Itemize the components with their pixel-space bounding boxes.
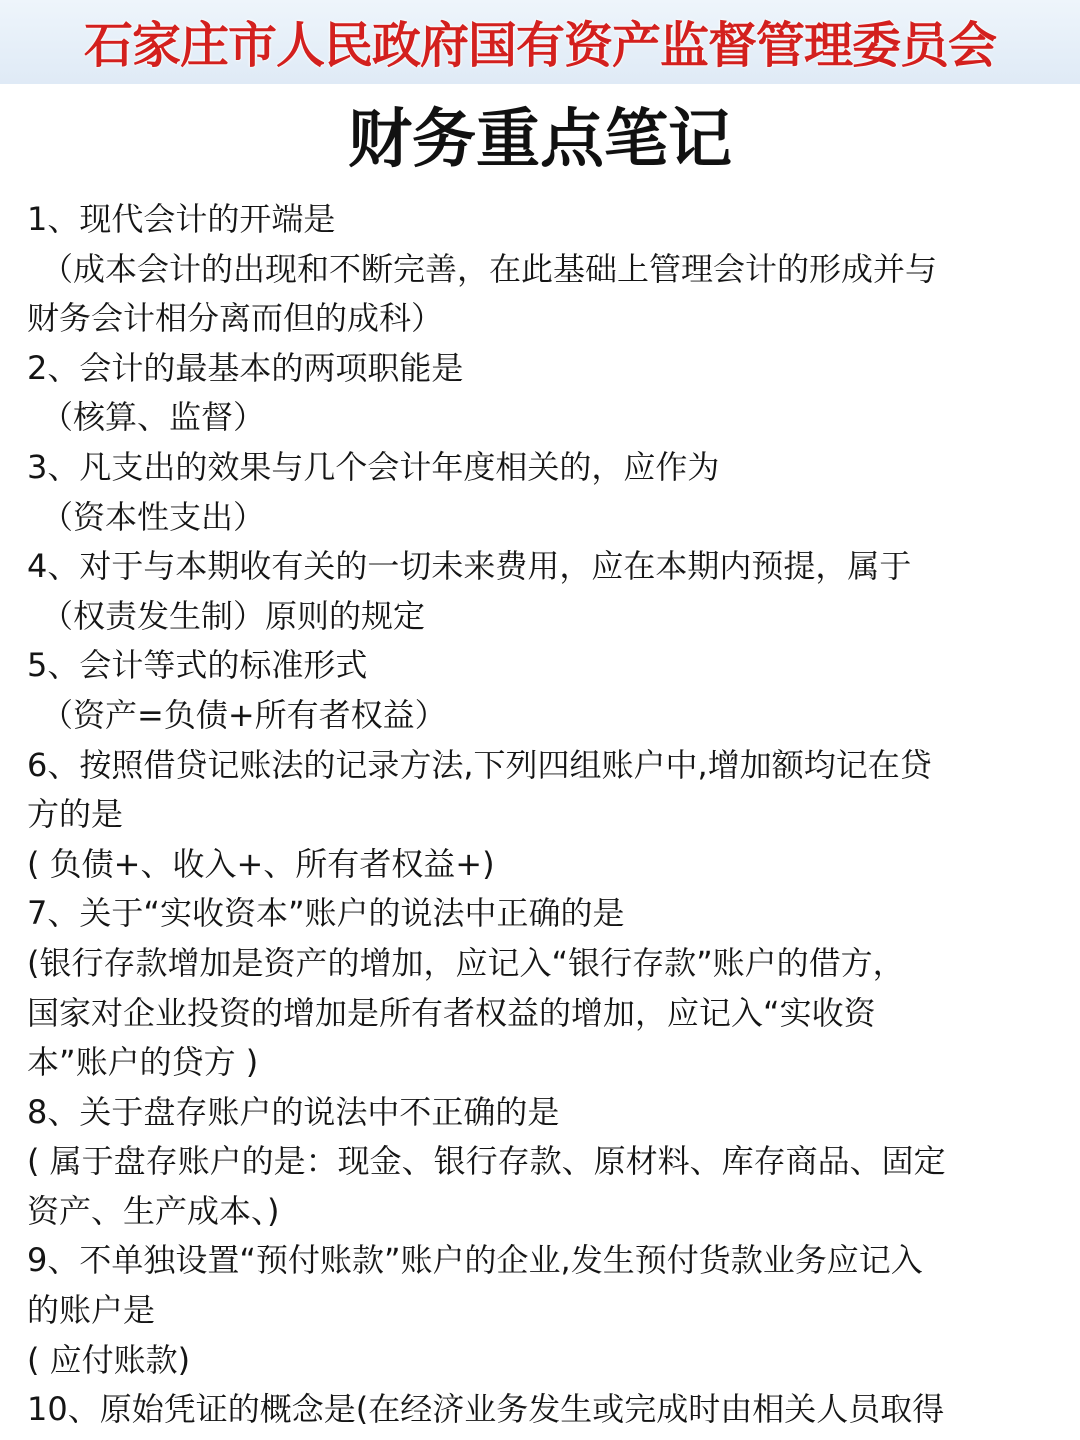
note-line: 4、对于与本期收有关的一切未来费用，应在本期内预提，属于 bbox=[27, 547, 912, 586]
note-line: （资本性支出） bbox=[41, 497, 266, 536]
note-line: 国家对企业投资的增加是所有者权益的增加，应记入“实收资 bbox=[27, 993, 876, 1032]
note-line: ( 属于盘存账户的是：现金、银行存款、原材料、库存商品、固定 bbox=[27, 1142, 946, 1181]
page-title bbox=[344, 100, 736, 192]
note-line: （资产=负债+所有者权益） bbox=[41, 695, 447, 734]
note-line: 2、会计的最基本的两项职能是 bbox=[27, 348, 464, 387]
note-line: ( 应付账款) bbox=[27, 1340, 191, 1379]
note-line: 8、关于盘存账户的说法中不正确的是 bbox=[27, 1092, 560, 1131]
page-title-text: 财务重点笔记 bbox=[348, 102, 732, 177]
note-line: 1、现代会计的开端是 bbox=[27, 200, 336, 238]
note-line: 5、会计等式的标准形式 bbox=[27, 646, 368, 685]
organization-banner bbox=[0, 0, 1080, 84]
note-line: 的账户是 bbox=[27, 1291, 156, 1330]
note-line: 方的是 bbox=[27, 795, 124, 834]
note-line: 3、凡支出的效果与几个会计年度相关的，应作为 bbox=[27, 447, 720, 486]
note-line: 财务会计相分离而但的成科） bbox=[27, 299, 444, 338]
notes-body bbox=[27, 195, 1067, 1435]
note-line: （成本会计的出现和不断完善，在此基础上管理会计的形成并与 bbox=[41, 249, 938, 288]
note-line: 10、原始凭证的概念是(在经济业务发生或完成时由相关人员取得 bbox=[27, 1390, 945, 1429]
note-line: （核算、监督） bbox=[41, 398, 266, 437]
note-line: (银行存款增加是资产的增加，应记入“银行存款”账户的借方， bbox=[27, 943, 905, 982]
note-line: 7、关于“实收资本”账户的说法中正确的是 bbox=[27, 894, 625, 933]
note-line: 本”账户的贷方 ) bbox=[27, 1043, 259, 1082]
title-area bbox=[0, 100, 1080, 192]
note-line: ( 负债+、收入+、所有者权益+) bbox=[27, 844, 495, 883]
organization-name: 石家庄市人民政府国有资产监督管理委员会 bbox=[83, 16, 996, 74]
note-line: 6、按照借贷记账法的记录方法,下列四组账户中,增加额均记在贷 bbox=[27, 745, 932, 784]
note-line: 资产、生产成本、) bbox=[27, 1191, 280, 1230]
note-line: （权责发生制）原则的规定 bbox=[41, 596, 426, 635]
note-line: 9、不单独设置“预付账款”账户的企业,发生预付货款业务应记入 bbox=[27, 1241, 923, 1280]
